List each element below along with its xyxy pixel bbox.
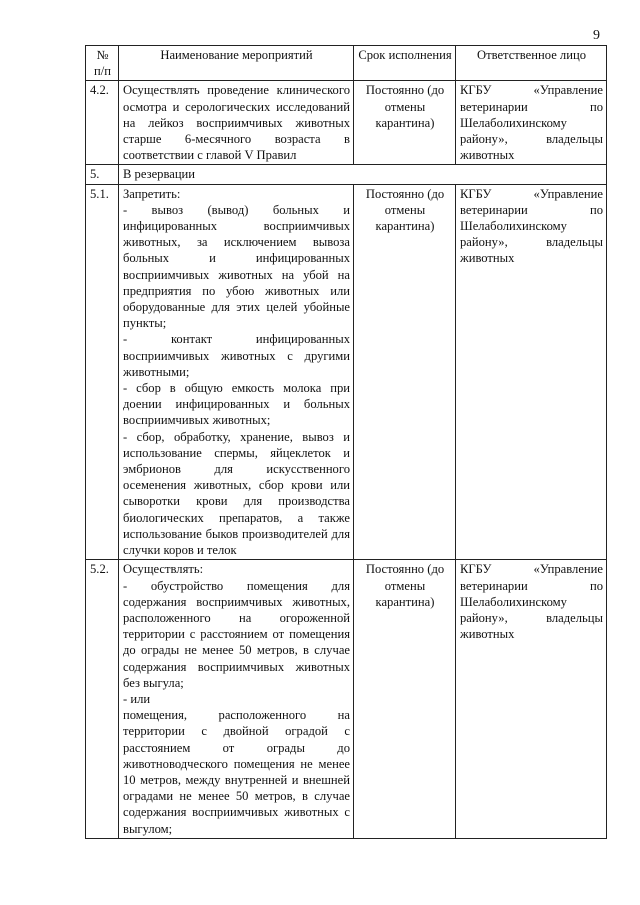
header-responsible: Ответственное лицо [456, 46, 607, 81]
row-number: 5.1. [86, 184, 119, 560]
table-row [86, 81, 607, 165]
event-line: - сбор, обработку, хранение, вывоз и использование спермы, яйцеклеток и эмбрионов для искусственного осеменения животных, сбор крови или сыворотки крови для производства биологических препаратов, а также использование быков производителей для случки коров и телок [123, 429, 350, 558]
row-event [119, 184, 354, 560]
measures-table [85, 45, 607, 839]
event-line: - обустройство помещения для содержания восприимчивых животных, расположенного на огороженной территории с расстоянием от помещения до ограды не менее 50 метров, в случае содержания восприимчивых животных без выгула; [123, 578, 350, 690]
header-term: Срок исполнения [354, 46, 456, 81]
table-section-row [86, 165, 607, 184]
event-line: - вывоз (вывод) больных и инфицированных восприимчивых животных, за исключением вывоза больных и инфицированных восприимчивых животных на убой на предприятия по убою животных или оборудованные для этих целей убойные пункты; [123, 202, 350, 331]
row-number: 4.2. [86, 81, 119, 165]
row-responsible: КГБУ «Управление ветеринарии по Шелаболихинскому району», владельцы животных [456, 81, 607, 165]
event-line: - или [123, 691, 151, 706]
table-row [86, 184, 607, 560]
header-number: № п/п [86, 46, 119, 81]
table-header-row [86, 46, 607, 81]
page-number: 9 [593, 28, 600, 43]
event-line: - контакт инфицированных восприимчивых животных с другими животными; [123, 332, 350, 379]
row-number: 5. [86, 165, 119, 184]
row-number: 5.2. [86, 560, 119, 838]
table-row [86, 560, 607, 838]
section-title: В резервации [119, 165, 607, 184]
event-line: Осуществлять проведение клинического осмотра и серологических исследований на лейкоз восприимчивых животных старше 6-месячного возраста в соответствии с главой V Правил [123, 83, 350, 163]
event-line: Запретить: [123, 186, 181, 201]
row-term: Постоянно (до отмены карантина) [354, 81, 456, 165]
row-term: Постоянно (до отмены карантина) [354, 560, 456, 838]
header-event: Наименование мероприятий [119, 46, 354, 81]
row-responsible: КГБУ «Управление ветеринарии по Шелаболихинскому району», владельцы животных [456, 560, 607, 838]
row-event [119, 560, 354, 838]
event-line: - сбор в общую емкость молока при доении инфицированных и больных восприимчивых животных; [123, 381, 350, 428]
row-term: Постоянно (до отмены карантина) [354, 184, 456, 560]
row-event [119, 81, 354, 165]
event-line: Осуществлять: [123, 562, 204, 577]
event-line: помещения, расположенного на территории с двойной оградой с расстоянием от ограды до животноводческого помещения не менее 10 метров, между внутренней и внешней оградами не менее 50 метров, в случае содержания восприимчивых животных с выгулом; [123, 708, 350, 836]
row-responsible: КГБУ «Управление ветеринарии по Шелаболихинскому району», владельцы животных [456, 184, 607, 560]
